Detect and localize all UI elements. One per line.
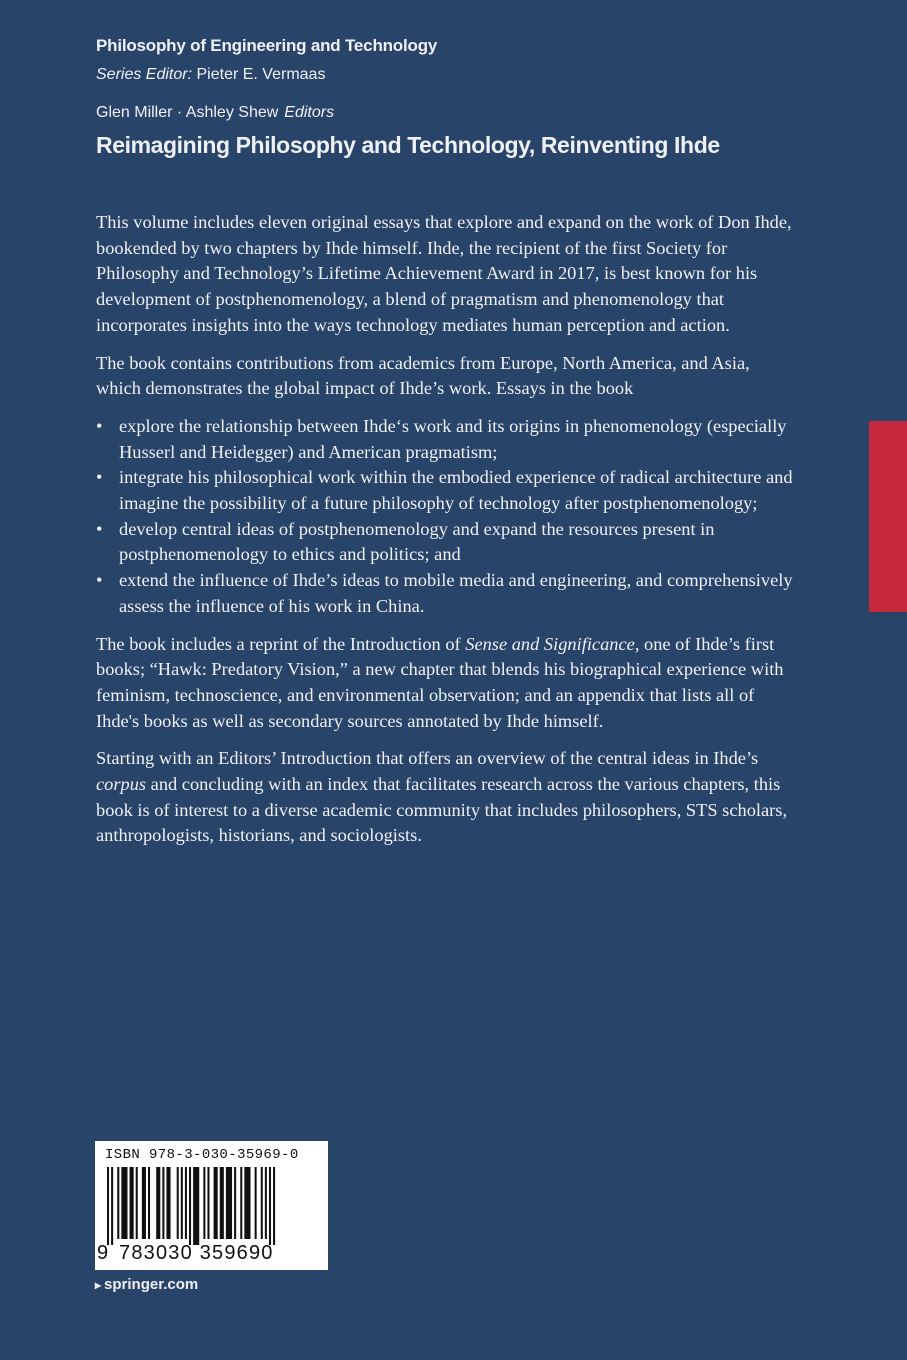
isbn-barcode	[95, 1141, 328, 1270]
barcode-bar	[136, 1167, 138, 1239]
blurb-paragraph-3	[96, 632, 796, 735]
barcode-bar	[111, 1167, 113, 1245]
bullet-item	[96, 517, 796, 568]
barcode-bar	[193, 1167, 199, 1245]
barcode-bar	[166, 1167, 170, 1239]
bullet-text: develop central ideas of postphenomenology and expand the resources present in postphenomenology to ethics and politics; and	[119, 518, 715, 565]
barcode-bar	[130, 1167, 134, 1239]
bullet-glyph: •	[96, 415, 103, 436]
barcode-bar	[121, 1167, 127, 1239]
barcode-bar	[273, 1167, 275, 1245]
barcode-bar	[203, 1167, 205, 1239]
series-editor-label: Series Editor:	[96, 66, 193, 83]
blurb-paragraph-4	[96, 746, 796, 849]
barcode-bar	[107, 1167, 109, 1245]
bullet-glyph: •	[96, 467, 103, 488]
para4-text-b: and concluding with an index that facilitates research across the various chapters, this book is of interest to a diverse academic community that includes philosophers, STS scholars, anthropologists, historians, and sociologists.	[96, 774, 788, 846]
para3-italic-title: Sense and Significance	[465, 633, 635, 654]
para4-italic-word: corpus	[96, 774, 147, 795]
para3-text-a: The book includes a reprint of the Introduction of	[96, 633, 466, 654]
bullet-text: extend the influence of Ihde’s ideas to mobile media and engineering, and comprehensively assess the influence of his work in China.	[119, 570, 793, 616]
barcode-bar	[181, 1167, 183, 1239]
book-editors	[96, 104, 334, 122]
blurb	[96, 210, 796, 861]
bullet-glyph: •	[96, 518, 103, 539]
barcode-bar	[255, 1167, 257, 1239]
barcode-bar	[162, 1167, 164, 1239]
blurb-paragraph-1: This volume includes eleven original essays that explore and expand on the work of Don Ihde, bookended by two chapters by Ihde himself. Ihde, the recipient of the first Society for Philosophy and Technology’s Lifetime Achievement Award in 2017, is best known for his development of postphenomenology, a blend of pragmatism and phenomenology that incorporates insights into the ways technology mediates human perception and action.	[96, 212, 792, 335]
publisher-url[interactable]	[95, 1276, 198, 1293]
series-editor	[96, 66, 325, 84]
isbn-text: ISBN 978-3-030-35969-0	[105, 1147, 299, 1163]
essay-bullet-list	[96, 414, 796, 620]
barcode-bar	[244, 1167, 250, 1239]
bullet-text: explore the relationship between Ihde‘s work and its origins in phenomenology (especially Husserl and Heidegger) and American pragmatism;	[119, 415, 787, 462]
para4-text-a: Starting with an Editors’ Introduction that offers an overview of the central ideas in Ihde’s	[96, 748, 759, 769]
bullet-text: integrate his philosophical work within the embodied experience of radical architecture and imagine the possibility of a future philosophy of technology after postphenomenology;	[119, 467, 793, 514]
barcode-bar	[142, 1167, 146, 1239]
barcode-bar	[156, 1167, 160, 1239]
barcode-bar	[185, 1167, 187, 1239]
barcode-bar	[214, 1167, 218, 1239]
barcode-first-digit: 9	[97, 1242, 110, 1264]
bullet-item	[96, 465, 796, 516]
book-title: Reimagining Philosophy and Technology, Reinventing Ihde	[96, 132, 720, 158]
triangle-arrow-icon: ▸	[95, 1278, 102, 1292]
accent-tab	[869, 421, 907, 612]
series-title: Philosophy of Engineering and Technology	[96, 36, 438, 55]
barcode-bar	[269, 1167, 271, 1245]
barcode-bar	[207, 1167, 209, 1239]
barcode-bar	[177, 1167, 179, 1239]
publisher-site: springer.com	[104, 1276, 199, 1293]
barcode-bar	[220, 1167, 224, 1239]
barcode-bar	[189, 1167, 191, 1245]
editor-role: Editors	[284, 104, 335, 121]
barcode-bar	[240, 1167, 242, 1239]
barcode-bar	[117, 1167, 119, 1239]
barcode-bar	[148, 1167, 150, 1239]
series-editor-name: Pieter E. Vermaas	[196, 66, 326, 83]
bullet-item	[96, 414, 796, 465]
barcode-bar	[265, 1167, 267, 1239]
bullet-item	[96, 568, 796, 619]
blurb-paragraph-2: The book contains contributions from academics from Europe, North America, and Asia, which demonstrates the global impact of Ihde’s work. Essays in the book	[96, 352, 750, 399]
barcode-digit-groups: 783030 359690	[119, 1242, 274, 1264]
barcode-bar	[234, 1167, 236, 1239]
editor-names: Glen Miller · Ashley Shew	[96, 104, 279, 121]
barcode-bars	[105, 1167, 317, 1245]
bullet-glyph: •	[96, 570, 103, 591]
barcode-bar	[226, 1167, 232, 1239]
para3-text-b: , one of Ihde’s first books; “Hawk: Predatory Vision,” a new chapter that blends his biographical experience with feminism, technoscience, and environmental observation; and an appendix that lists all of Ihde's books as well as secondary sources annotated by Ihde himself.	[96, 633, 784, 731]
barcode-bar	[261, 1167, 263, 1239]
